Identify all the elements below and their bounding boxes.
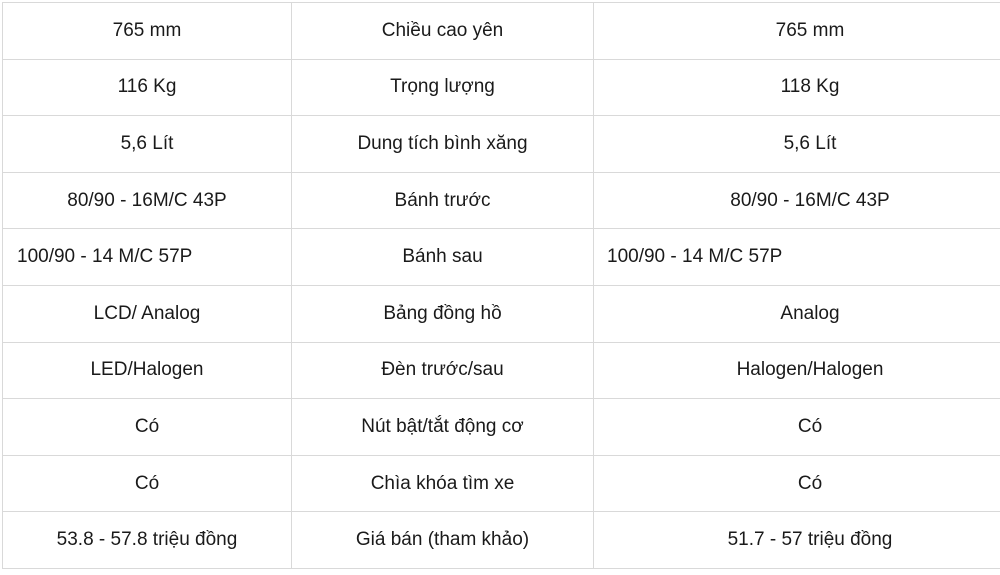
table-row	[3, 455, 1000, 512]
left-value-cell: LED/Halogen	[3, 342, 292, 399]
spec-label-cell: Bánh sau	[292, 229, 594, 286]
left-value-cell: LCD/ Analog	[3, 285, 292, 342]
left-value-cell: 53.8 - 57.8 triệu đồng	[3, 512, 292, 569]
spec-label-cell: Bánh trước	[292, 172, 594, 229]
spec-comparison-table	[2, 2, 1000, 569]
spec-label-cell: Bảng đồng hồ	[292, 285, 594, 342]
spec-label-cell: Trọng lượng	[292, 59, 594, 116]
spec-label-cell: Chìa khóa tìm xe	[292, 455, 594, 512]
spec-label-cell: Đèn trước/sau	[292, 342, 594, 399]
left-value-cell: 80/90 - 16M/C 43P	[3, 172, 292, 229]
table-row	[3, 399, 1000, 456]
right-value-cell: Analog	[594, 285, 1000, 342]
table-row	[3, 3, 1000, 60]
right-value-cell: 100/90 - 14 M/C 57P	[594, 229, 1000, 286]
right-value-cell: 118 Kg	[594, 59, 1000, 116]
right-value-cell: Có	[594, 455, 1000, 512]
left-value-cell: Có	[3, 399, 292, 456]
right-value-cell: 765 mm	[594, 3, 1000, 60]
left-value-cell: 765 mm	[3, 3, 292, 60]
left-value-cell: 100/90 - 14 M/C 57P	[3, 229, 292, 286]
right-value-cell: 51.7 - 57 triệu đồng	[594, 512, 1000, 569]
spec-label-cell: Chiều cao yên	[292, 3, 594, 60]
table-row	[3, 59, 1000, 116]
table-row	[3, 512, 1000, 569]
table-row	[3, 172, 1000, 229]
spec-label-cell: Giá bán (tham khảo)	[292, 512, 594, 569]
table-row	[3, 116, 1000, 173]
right-value-cell: Halogen/Halogen	[594, 342, 1000, 399]
left-value-cell: 116 Kg	[3, 59, 292, 116]
table-row	[3, 285, 1000, 342]
table-row	[3, 342, 1000, 399]
right-value-cell: 80/90 - 16M/C 43P	[594, 172, 1000, 229]
left-value-cell: 5,6 Lít	[3, 116, 292, 173]
right-value-cell: Có	[594, 399, 1000, 456]
spec-label-cell: Nút bật/tắt động cơ	[292, 399, 594, 456]
left-value-cell: Có	[3, 455, 292, 512]
spec-label-cell: Dung tích bình xăng	[292, 116, 594, 173]
table-row	[3, 229, 1000, 286]
right-value-cell: 5,6 Lít	[594, 116, 1000, 173]
